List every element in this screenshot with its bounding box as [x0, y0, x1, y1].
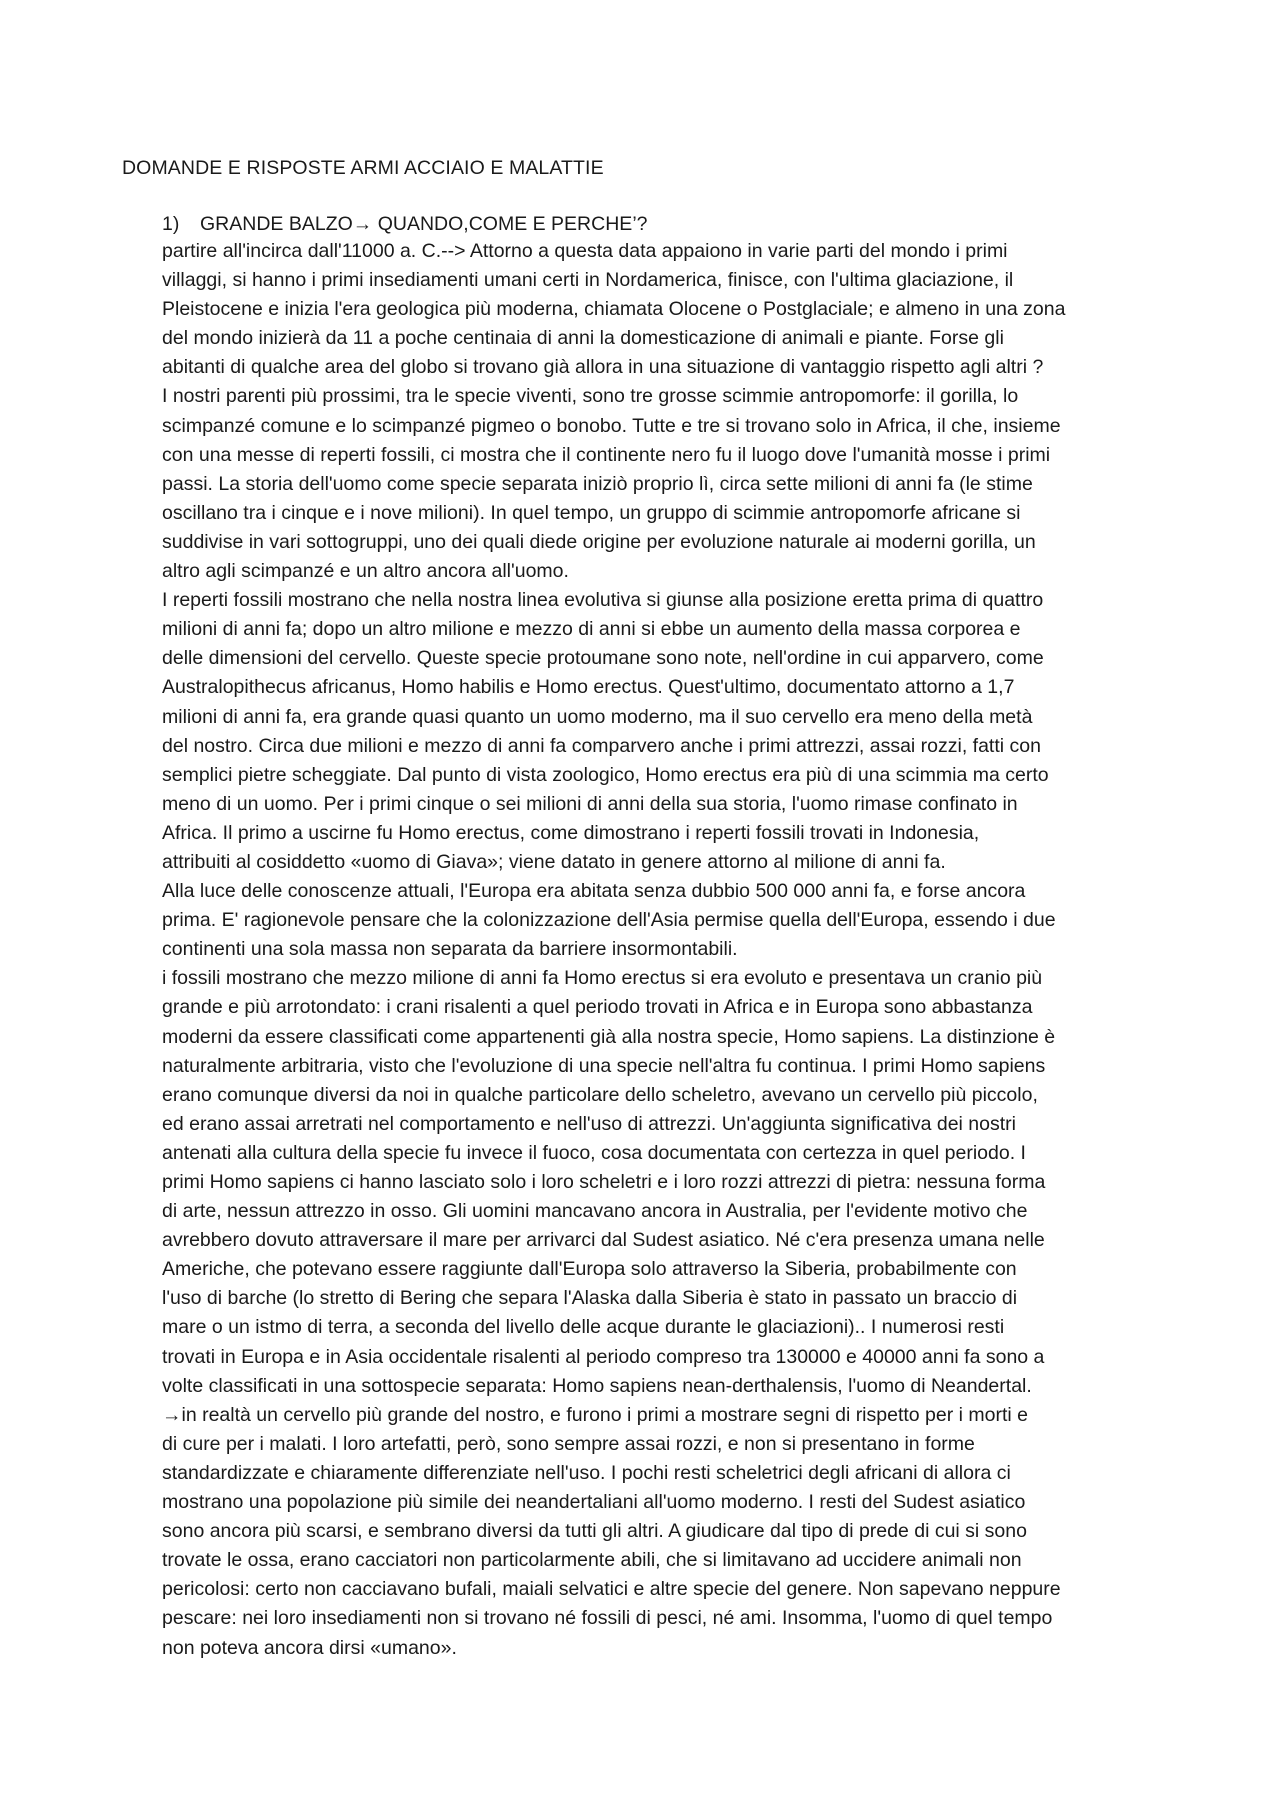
text-line: grande e più arrotondato: i crani risalenti a quel periodo trovati in Africa e in Europa sono abbastanza: [162, 996, 1033, 1019]
text-line: l'uso di barche (lo stretto di Bering che separa l'Alaska dalla Siberia è stato in passato un braccio di: [162, 1287, 1018, 1310]
text-line: I reperti fossili mostrano che nella nostra linea evolutiva si giunse alla posizione eretta prima di quattro: [162, 589, 1044, 612]
text-line: trovate le ossa, erano cacciatori non particolarmente abili, che si limitavano ad uccidere animali non: [162, 1549, 1022, 1572]
text-line: altro agli scimpanzé e un altro ancora all'uomo.: [162, 560, 569, 583]
text-line: sono ancora più scarsi, e sembrano diversi da tutti gli altri. A giudicare dal tipo di prede di cui si sono: [162, 1520, 1027, 1543]
question-number: 1): [162, 213, 180, 235]
text-line: avrebbero dovuto attraversare il mare per arrivarci dal Sudest asiatico. Né c'era presenza umana nelle: [162, 1229, 1045, 1252]
text-line: Americhe, che potevano essere raggiunte dall'Europa solo attraverso la Siberia, probabilmente con: [162, 1258, 1017, 1281]
text-line: moderni da essere classificati come appartenenti già alla nostra specie, Homo sapiens. La distinzione è: [162, 1025, 1056, 1048]
text-line: di arte, nessun attrezzo in osso. Gli uomini mancavano ancora in Australia, per l'evidente motivo che: [162, 1200, 1028, 1223]
text-line: pericolosi: certo non cacciavano bufali, maiali selvatici e altre specie del genere. Non sapevano neppure: [162, 1578, 1061, 1601]
text-line: non poteva ancora dirsi «umano».: [162, 1636, 457, 1659]
text-line: continenti una sola massa non separata da barriere insormontabili.: [162, 938, 738, 961]
text-line: pescare: nei loro insediamenti non si trovano né fossili di pesci, né ami. Insomma, l'uomo di quel tempo: [162, 1607, 1053, 1630]
text-line: di cure per i malati. I loro artefatti, però, sono sempre assai rozzi, e non si presentano in forme: [162, 1432, 975, 1455]
text-line: scimpanzé comune e lo scimpanzé pigmeo o bonobo. Tutte e tre si trovano solo in Africa, il che, insieme: [162, 414, 1061, 437]
text-line: del nostro. Circa due milioni e mezzo di anni fa comparvero anche i primi attrezzi, assai rozzi, fatti con: [162, 734, 1041, 757]
text-line: prima. E' ragionevole pensare che la colonizzazione dell'Asia permise quella dell'Europa, essendo i due: [162, 909, 1056, 932]
text-line: naturalmente arbitraria, visto che l'evoluzione di una specie nell'altra fu continua. I primi Homo sapiens: [162, 1054, 1046, 1077]
text-line: trovati in Europa e in Asia occidentale risalenti al periodo compreso tra 130000 e 40000 anni fa sono a: [162, 1345, 1045, 1368]
text-line: abitanti di qualche area del globo si trovano già allora in una situazione di vantaggio rispetto agli altri ?: [162, 356, 1044, 379]
text-line: Pleistocene e inizia l'era geologica più moderna, chiamata Olocene o Postglaciale; e almeno in una zona: [162, 298, 1066, 321]
text-line: Australopithecus africanus, Homo habilis e Homo erectus. Quest'ultimo, documentato attorno a 1,7: [162, 676, 1015, 699]
text-line: milioni di anni fa; dopo un altro milione e mezzo di anni si ebbe un aumento della massa corporea e: [162, 618, 1021, 641]
text-line: partire all'incirca dall'11000 a. C.--> Attorno a questa data appaiono in varie parti del mondo i primi: [162, 240, 1008, 262]
text-line: milioni di anni fa, era grande quasi quanto un uomo moderno, ma il suo cervello era meno della metà: [162, 705, 1033, 728]
text-line: Alla luce delle conoscenze attuali, l'Europa era abitata senza dubbio 500 000 anni fa, e forse ancora: [162, 880, 1026, 903]
text-line: antenati alla cultura della specie fu invece il fuoco, cosa documentata con certezza in quel periodo. I: [162, 1141, 1026, 1164]
text-line: standardizzate e chiaramente differenziate nell'uso. I pochi resti scheletrici degli africani di allora ci: [162, 1461, 1011, 1484]
text-line: →in realtà un cervello più grande del nostro, e furono i primi a mostrare segni di rispetto per i morti e: [162, 1403, 1028, 1426]
question-heading: [162, 210, 648, 238]
text-line: erano comunque diversi da noi in qualche particolare dello scheletro, avevano un cervello più piccolo,: [162, 1083, 1038, 1106]
text-line: ed erano assai arretrati nel comportamento e nell'uso di attrezzi. Un'aggiunta significativa dei nostri: [162, 1112, 1016, 1135]
text-line: mostrano una popolazione più simile dei neandertaliani all'uomo moderno. I resti del Sudest asiatico: [162, 1491, 1026, 1514]
text-line: primi Homo sapiens ci hanno lasciato solo i loro scheletri e i loro rozzi attrezzi di pietra: nessuna forma: [162, 1171, 1046, 1193]
text-line: volte classificati in una sottospecie separata: Homo sapiens nean-derthalensis, l'uomo di Neandertal.: [162, 1374, 1032, 1397]
text-line: con una messe di reperti fossili, ci mostra che il continente nero fu il luogo dove l'umanità mosse i primi: [162, 443, 1051, 466]
text-line: attribuiti al cosiddetto «uomo di Giava»; viene datato in genere attorno al milione di anni fa.: [162, 850, 946, 873]
text-line: delle dimensioni del cervello. Queste specie protoumane sono note, nell'ordine in cui apparvero, come: [162, 647, 1044, 670]
text-line: semplici pietre scheggiate. Dal punto di vista zoologico, Homo erectus era più di una scimmia ma certo: [162, 763, 1049, 786]
text-line: i fossili mostrano che mezzo milione di anni fa Homo erectus si era evoluto e presentava un cranio più: [162, 967, 1043, 990]
text-line: I nostri parenti più prossimi, tra le specie viventi, sono tre grosse scimmie antropomorfe: il gorilla, lo: [162, 385, 1019, 408]
text-line: mare o un istmo di terra, a seconda del livello delle acque durante le glaciazioni).. I numerosi resti: [162, 1316, 1005, 1339]
text-line: del mondo inizierà da 11 a poche centinaia di anni la domesticazione di animali e piante. Forse gli: [162, 327, 1004, 350]
answer-body: [162, 237, 1222, 1663]
text-line: Africa. Il primo a uscirne fu Homo erectus, come dimostrano i reperti fossili trovati in Indonesia,: [162, 821, 980, 844]
text-line: meno di un uomo. Per i primi cinque o sei milioni di anni della sua storia, l'uomo rimase confinato in: [162, 792, 1018, 815]
question-text: GRANDE BALZO→ QUANDO,COME E PERCHE’?: [200, 213, 648, 235]
document-title: DOMANDE E RISPOSTE ARMI ACCIAIO E MALATTIE: [122, 157, 604, 179]
text-line: suddivise in vari sottogruppi, uno dei quali diede origine per evoluzione naturale ai moderni gorilla, un: [162, 530, 1036, 553]
text-line: villaggi, si hanno i primi insediamenti umani certi in Nordamerica, finisce, con l'ultima glaciazione, il: [162, 269, 1014, 292]
text-line: oscillano tra i cinque e i nove milioni). In quel tempo, un gruppo di scimmie antropomorfe africane si: [162, 501, 1021, 524]
text-line: passi. La storia dell'uomo come specie separata iniziò proprio lì, circa sette milioni di anni fa (le stime: [162, 472, 1033, 495]
